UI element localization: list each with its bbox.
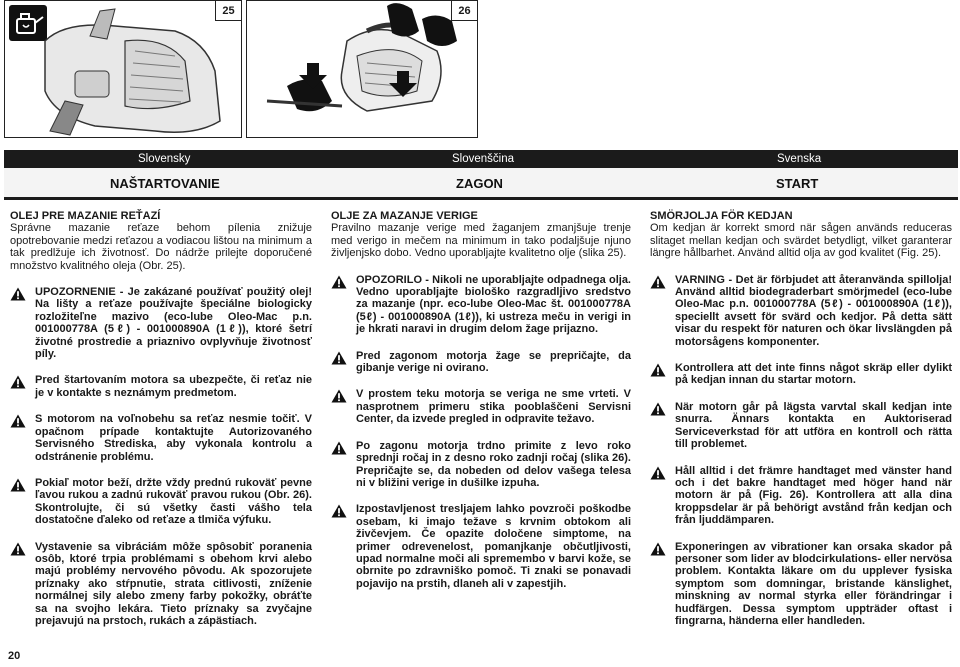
warning-text: Exponeringen av vibrationer kan orsaka skador på personer som lider av blodcirkulations- eller nervösa problem. Kontakta läkare om du upplever fysiska symptom som domningar, bristande känslighet, minskning av normal styrka eller förändringar i hudfärgen. Dessa symptom uppträder oftast i fingrarna, händerna eller handleden.	[675, 540, 952, 627]
warning-icon	[650, 542, 666, 556]
warning-item	[650, 362, 952, 387]
figure-25	[4, 0, 242, 138]
column-swedish	[650, 210, 952, 641]
warning-item	[331, 440, 631, 490]
column-slovenian	[331, 210, 631, 604]
warning-item	[10, 541, 312, 628]
warning-item	[331, 350, 631, 375]
section-heading: SMÖRJOLJA FÖR KEDJAN	[650, 210, 793, 222]
figure-26	[246, 0, 478, 138]
warning-icon	[650, 402, 666, 416]
warning-text: VARNING - Det är förbjudet att återanvända spillolja! Använd alltid biodegraderbart smörjmedel (eco-lube Oleo-Mac p.n. 001000778A (5ℓ) - 001000890A (1ℓ)), speciellt avsett för svärd och kedjor. På detta sätt visar du respekt för naturen och ökar livslängden på motorsågens komponenter.	[675, 273, 952, 348]
warning-text: Håll alltid i det främre handtaget med vänster hand och i det bakre handtaget med höger hand när motorn är på (Fig. 26). Kontrollera att alla dina kroppsdelar är på behörigt avstånd från kedjan och från ljuddämparen.	[675, 464, 952, 527]
figure-number: 26	[451, 1, 477, 21]
intro-paragraph: Správne mazanie reťaze behom pílenia znižuje opotrebovanie medzi reťazou a vodiacou lištou na minimum a tak predlžuje ich životnosť. Do nádrže prilejte doporučené množstvo kvalitného oleja (Obr. 25).	[10, 222, 312, 272]
warning-icon	[10, 287, 26, 301]
warning-item	[650, 401, 952, 451]
warning-item	[650, 541, 952, 628]
warning-icon	[10, 414, 26, 428]
language-label-sv: Svenska	[777, 153, 822, 165]
figure-number: 25	[215, 1, 241, 21]
language-label-sk: Slovensky	[138, 153, 191, 165]
warning-icon	[331, 389, 347, 403]
warning-item	[650, 465, 952, 527]
warning-item	[10, 374, 312, 399]
chainsaw-grip-illustration	[247, 1, 478, 138]
column-slovak	[10, 210, 312, 641]
warning-icon	[650, 275, 666, 289]
warning-icon	[10, 542, 26, 556]
warning-text: Kontrollera att det inte finns något skräp eller dylikt på kedjan innan du startar motorn.	[675, 362, 952, 387]
warning-item	[10, 413, 312, 463]
warning-icon	[331, 275, 347, 289]
warning-item	[331, 388, 631, 425]
warning-icon	[10, 375, 26, 389]
warning-item	[331, 274, 631, 336]
warning-text: S motorom na voľnobehu sa reťaz nesmie točiť. V opačnom prípade kontaktujte Autorizovaného Servisného Strediska, aby vykonala kontrolu a odstránenie problému.	[35, 413, 312, 463]
chainsaw-oil-filling-illustration	[5, 1, 242, 138]
warning-text: Pokiaľ motor beží, držte vždy prednú rukoväť pevne ľavou rukou a zadnú rukoväť pravou rukou (Obr. 26). Skontrolujte, či sú všetky časti vášho tela dostatočne ďaleko od reťaze a tlmiča výfuku.	[35, 476, 312, 527]
warning-text: Po zagonu motorja trdno primite z levo roko sprednji ročaj in z desno roko zadnji ročaj (slika 26). Prepričajte se, da nobeden od delov vašega telesa ni v bližini verige in dušilke izpuha.	[356, 439, 631, 489]
warning-item	[650, 274, 952, 348]
warning-item	[10, 286, 312, 360]
warning-text: OPOZORILO - Nikoli ne uporabljajte odpadnega olja. Vedno uporabljajte biološko razgradljivo sredstvo za mazanje (npr. eco-lube Oleo-Mac št. 001000778A (5ℓ) - 001000890A (1ℓ)), ki ustreza meču in verigi in je hkrati naravi in drugim delom žage prijazno.	[356, 273, 631, 336]
language-header-bar	[4, 150, 958, 168]
language-label-sl: Slovenščina	[452, 153, 515, 165]
intro-paragraph: Pravilno mazanje verige med žaganjem zmanjšuje trenje med verigo in mečem na minimum in tako podaljšuje njuno življenjsko dobo. Vedno uporabljajte kvalitetno olje (slika 25).	[331, 222, 631, 260]
page-number: 20	[8, 650, 21, 662]
section-title-bar	[4, 168, 958, 200]
warning-text: När motorn går på lägsta varvtal skall kedjan inte snurra. Ännars kontakta en Auktoriserad Serviceverkstad för att utföra en kontroll och rätta till problemet.	[675, 400, 952, 451]
warning-text: Pred zagonom motorja žage se prepričajte, da gibanje verige ni ovirano.	[356, 349, 631, 375]
warning-icon	[331, 441, 347, 455]
section-heading: OLJE ZA MAZANJE VERIGE	[331, 210, 478, 222]
section-title-sv: START	[776, 176, 819, 191]
warning-icon	[10, 478, 26, 492]
warning-text: Izpostavljenost tresljajem lahko povzroči poškodbe osebam, ki imajo težave s krvnim obtokom ali živčevjem. Če opazite določene simptome, na primer odrevenelost, pomanjkanje občutljivosti, upad normalne moči ali spremembo v barvi kože, se obrnite po zdravniško pomoč. Ti znaki se ponavadi pojavijo na prstih, dlaneh ali v zapestjih.	[356, 503, 631, 590]
warning-text: Pred štartovaním motora sa ubezpečte, či reťaz nie je v kontakte s neznámym predmetom.	[35, 374, 312, 399]
warning-icon	[331, 504, 347, 518]
section-title-sk: NAŠTARTOVANIE	[110, 176, 220, 191]
warning-item	[10, 477, 312, 527]
warning-text: Vystavenie sa vibráciám môže spôsobiť poranenia osôb, ktoré trpia problémami s obehom krvi alebo majú problémy nervového pôvodu. Ak spozorujete príznaky ako stŕpnutie, strata citlivosti, zníženie normálnej sily alebo zmeny farby pokožky, obráťte sa na svojho lekára. Tieto príznaky sa zvyčajne prejavujú na prstoch, rukách a zápästiach.	[35, 540, 312, 627]
warning-icon	[331, 351, 347, 365]
section-title-sl: ZAGON	[456, 176, 503, 191]
warning-icon	[650, 466, 666, 480]
warning-text: V prostem teku motorja se veriga ne sme vrteti. V nasprotnem primeru stika pooblaščeni Servisni Center, da izvede pregled in odpravite težavo.	[356, 388, 631, 426]
warning-text: UPOZORNENIE - Je zakázané používať použitý olej! Na lišty a reťaze používajte špeciálne biologicky rozložiteľne mazivo (eco-lube Oleo-Mac p.n. 001000778A (5ℓ) - 001000890A (1ℓ)), ktoré šetrí životné prostredie a priaznivo ovplyvňuje životnosť píly.	[35, 286, 312, 361]
section-heading: OLEJ PRE MAZANIE REŤAZÍ	[10, 210, 161, 222]
warning-icon	[650, 363, 666, 377]
intro-paragraph: Om kedjan är korrekt smord när sågen används reduceras slitaget mellan kedjan och svärdet betydligt, vilket garanterar längre hållbarhet. Använd alltid olja av god kvalitet (Fig. 25).	[650, 222, 952, 260]
warning-item	[331, 503, 631, 590]
